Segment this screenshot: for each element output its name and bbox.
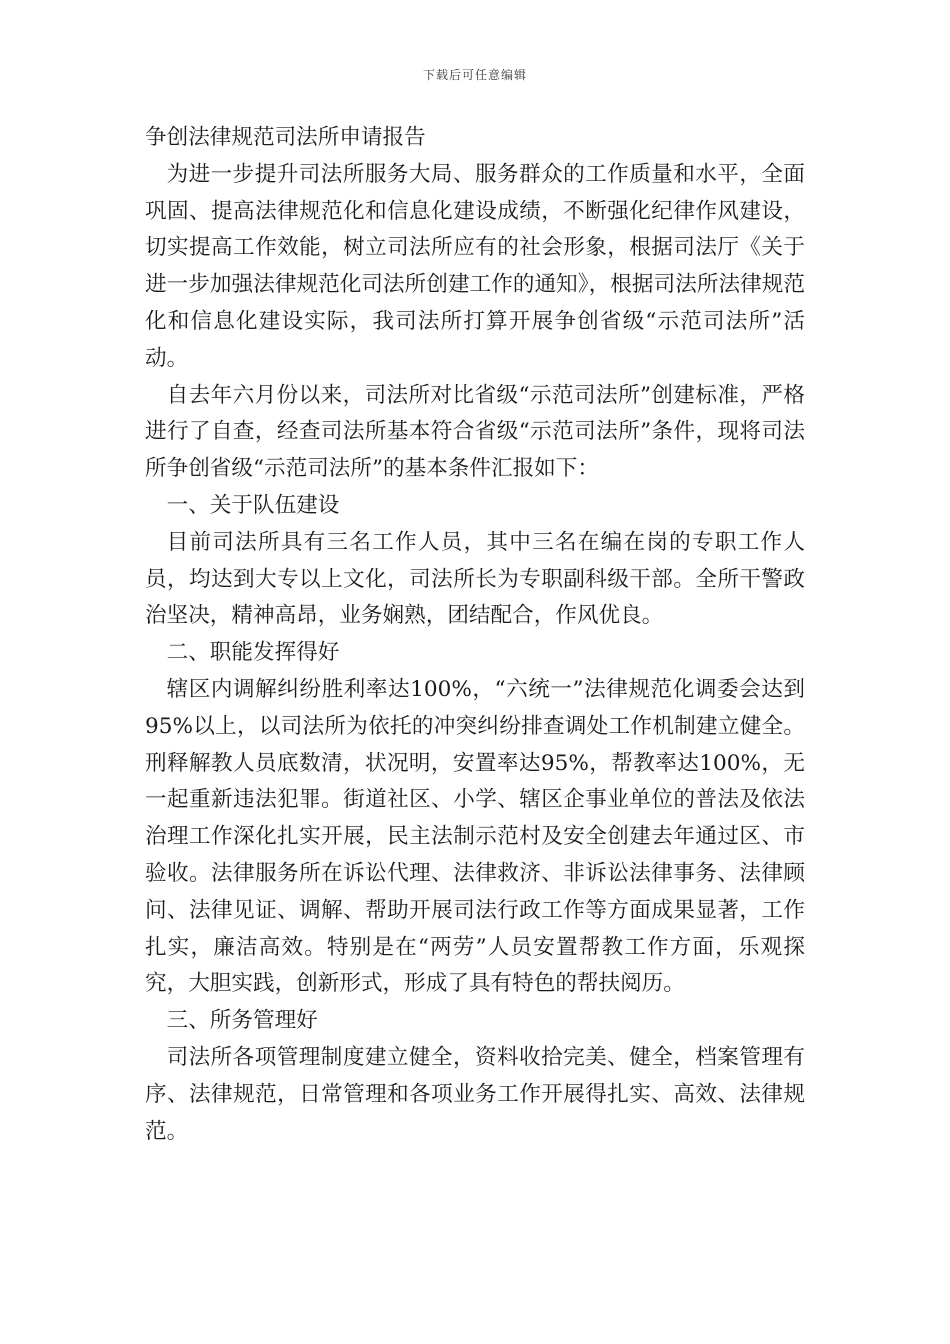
paragraph-management: 司法所各项管理制度建立健全，资料收拾完美、健全，档案管理有序、法律规范，日常管理和各项业务工作开展得扎实、高效、法律规范。: [145, 1044, 805, 1144]
section-heading-function: 二、职能发挥得好: [166, 640, 340, 666]
paragraph-intro: 为进一步提升司法所服务大局、服务群众的工作质量和水平，全面巩固、提高法律规范化和信息化建设成绩，不断强化纪律作风建设，切实提高工作效能，树立司法所应有的社会形象，根据司法厅《关于进一步加强法律规范化司法所创建工作的通知》，根据司法所法律规范化和信息化建设实际，我司法所打算开展争创省级“示范司法所”活动。: [145, 161, 805, 371]
paragraph-function: 辖区内调解纠纷胜利率达100%，“六统一”法律规范化调委会达到95%以上，以司法所为依托的冲突纠纷排查调处工作机制建立健全。刑释解教人员底数清，状况明，安置率达95%，帮教率达100%，无一起重新违法犯罪。街道社区、小学、辖区企事业单位的普法及依法治理工作深化扎实开展，民主法制示范村及安全创建去年通过区、市验收。法律服务所在诉讼代理、法律救济、非诉讼法律事务、法律顾问、法律见证、调解、帮助开展司法行政工作等方面成果显著，工作扎实，廉洁高效。特别是在“两劳”人员安置帮教工作方面，乐观探究，大胆实践，创新形式，形成了具有特色的帮扶阅历。: [145, 676, 805, 997]
document-body: [145, 120, 805, 1150]
section-heading-team: 一、关于队伍建设: [166, 492, 340, 518]
header-note: 下载后可任意编辑: [422, 68, 527, 82]
section-heading-management: 三、所务管理好: [166, 1008, 318, 1034]
paragraph-team: 目前司法所具有三名工作人员，其中三名在编在岗的专职工作人员，均达到大专以上文化，司法所长为专职副科级干部。全所干警政治坚决，精神高昂，业务娴熟，团结配合，作风优良。: [145, 529, 805, 629]
paragraph-self-check: 自去年六月份以来，司法所对比省级“示范司法所”创建标准，严格进行了自查，经查司法所基本符合省级“示范司法所”条件，现将司法所争创省级“示范司法所”的基本条件汇报如下：: [145, 382, 805, 482]
document-title: 争创法律规范司法所申请报告: [145, 125, 426, 150]
